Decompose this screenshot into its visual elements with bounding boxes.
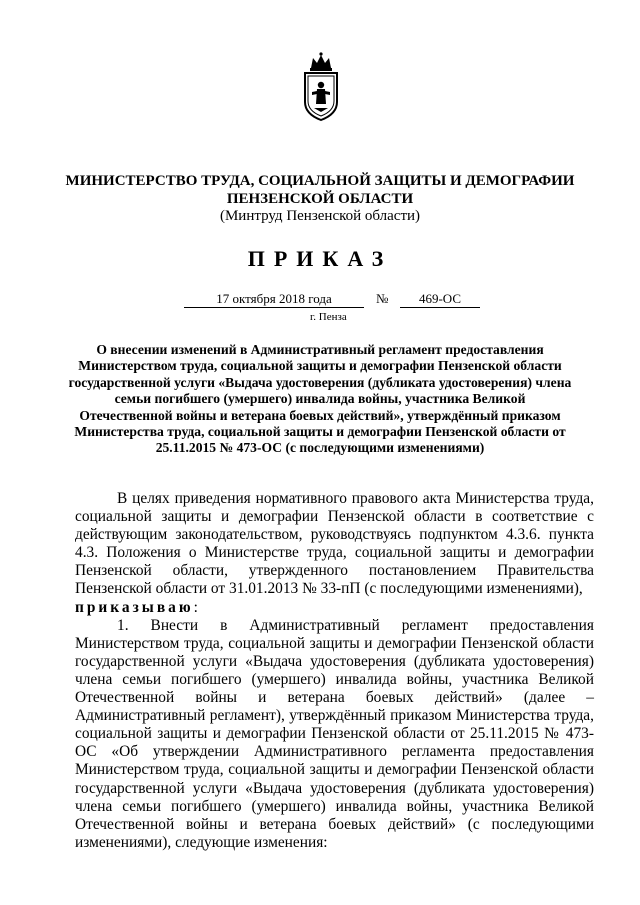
preamble-text: В целях приведения нормативного правового акта Министерства труда, социальной защиты и демографии Пензенской области в соответствие с действующим законодательством, руководствуясь подпунктом 4.3.6. пункта 4.3. Положения о Министерстве труда, социальной защиты и демографии Пензенской области, утвержденного постановлением Правительства Пензенской области от 31.01.2013 № 33-пП (с последующими изменениями), bbox=[75, 490, 594, 598]
order-date-row bbox=[0, 291, 640, 309]
order-body bbox=[75, 490, 594, 852]
order-number-sign: № bbox=[376, 291, 389, 306]
order-date: 17 октября 2018 года bbox=[184, 291, 364, 308]
preamble-paragraph bbox=[75, 490, 594, 617]
ministry-name-line1: МИНИСТЕРСТВО ТРУДА, СОЦИАЛЬНОЙ ЗАЩИТЫ И ДЕМОГРАФИИ bbox=[65, 173, 575, 189]
coat-of-arms-icon bbox=[297, 52, 345, 122]
order-directive-word: приказываю bbox=[75, 598, 194, 616]
order-number: 469-ОС bbox=[400, 291, 480, 308]
order-city: г. Пенза bbox=[310, 311, 347, 323]
ministry-short-name: (Минтруд Пензенской области) bbox=[219, 208, 421, 224]
ministry-name-line2: ПЕНЗЕНСКОЙ ОБЛАСТИ bbox=[226, 191, 414, 207]
order-subject: О внесении изменений в Административный регламент предоставления Министерством труда, социальной защиты и демографии Пензенской области государственной услуги «Выдача удостоверения (дубликата удостоверения) члена семьи погибшего (умершего) инвалида войны, участника Великой Отечественной войны и ветерана боевых действий», утверждённый приказом Министерства труда, социальной защиты и демографии Пензенской области от 25.11.2015 № 473-ОС (с последующими изменениями) bbox=[68, 342, 572, 456]
order-title: ПРИКАЗ bbox=[247, 246, 393, 271]
clause-1-paragraph: 1. Внести в Административный регламент предоставления Министерством труда, социальной защиты и демографии Пензенской области государственной услуги «Выдача удостоверения (дубликата удостоверения) члена семьи погибшего (умершего) инвалида войны, участника Великой Отечественной войны и ветерана боевых действий» (далее – Административный регламент), утверждённый приказом Министерства труда, социальной защиты и демографии Пензенской области от 25.11.2015 № 473-ОС «Об утверждении Административного регламента предоставления Министерством труда, социальной защиты и демографии Пензенской области государственной услуги «Выдача удостоверения (дубликата удостоверения) члена семьи погибшего (умершего) инвалида войны, участника Великой Отечественной войны и ветерана боевых действий» (с последующими изменениями), следующие изменения: bbox=[75, 616, 594, 851]
order-directive-colon: : bbox=[193, 598, 198, 616]
